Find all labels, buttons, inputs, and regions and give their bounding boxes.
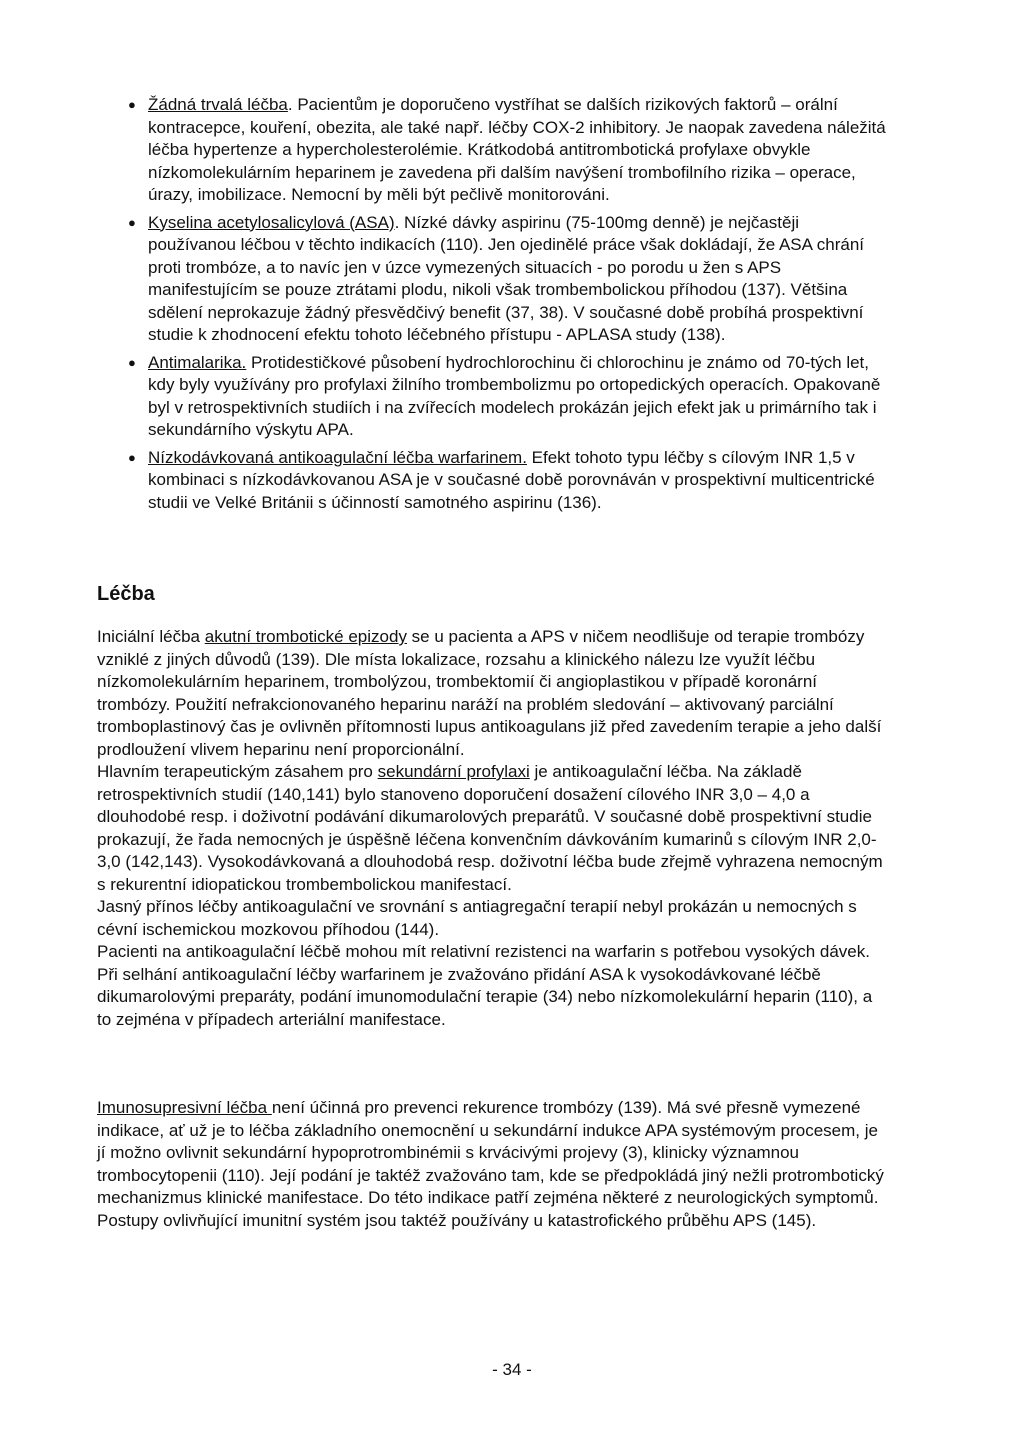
bullet-text: . Pacientům je doporučeno vystříhat se dalších rizikových faktorů – orální kontracepce, kouření, obezita, ale také např. léčby COX-2 inhibitory. Je naopak zavedena náležitá léčba hypertenze a hypercholesterolémie. Krátkodobá antitrombotická profylaxe obvykle nízkomolekulárním heparinem je zavedena při dalším navýšení trombofilního rizika – operace, úrazy, imobilizace. Nemocní by měli být pečlivě monitorováni. (148, 95, 886, 204)
therapy-text-block (97, 626, 887, 1031)
bullet-heading: Žádná trvalá léčba (148, 95, 288, 114)
text-run: není účinná pro prevenci rekurence trombózy (139). Má své přesně vymezené indikace, ať už je to léčba základního onemocnění u sekundární indukce APA systémovým procesem, je jí možno ovlivnit sekundární hypoprotrombinémii s krvácivými projevy (3), klinicky významnou trombocytopenii (110). Její podání je taktéž zvažováno tam, kde se předpokládá jiný nežli protrombotický mechanizmus klinické manifestace. Do této indikace patří zejména některé z neurologických symptomů. Postupy ovlivňující imunitní systém jsou taktéž používány u katastrofického průběhu APS (145). (97, 1098, 884, 1230)
paragraph-antiaggregation: Jasný přínos léčby antikoagulační ve srovnání s antiagregační terapií nebyl prokázán u nemocných s cévní ischemickou mozkovou příhodou (144). (97, 897, 857, 939)
bullet-heading: Antimalarika. (148, 352, 247, 372)
immunosuppression-text-block (97, 1097, 887, 1232)
underlined-term: akutní trombotické epizody (204, 627, 407, 646)
bullet-text: Protidestičkové působení hydrochlorochinu či chlorochinu je známo od 70-tých let, kdy byly využívány pro profylaxi žilního trombembolizmu po ortopedických operacích. Opakovaně byl v retrospektivních studiích i na zvířecích modelech prokázán jejich efekt jak u primárního tak i sekundárního výskytu APA. (148, 352, 881, 439)
paragraph-secondary-prophylaxis (97, 761, 887, 896)
underlined-term: Imunosupresivní léčba (97, 1098, 272, 1117)
bullet-dot-icon: ● (128, 449, 136, 465)
bullet-text: Efekt tohoto typu léčby s cílovým INR 1,5 v kombinaci s nízkodávkovanou ASA je v současné době porovnáván v prospektivní multicentrické studii ve Velké Británii s účinností samotného aspirinu (136). (148, 447, 875, 512)
text-run: je antikoagulační léčba. Na základě retrospektivních studií (140,141) bylo stanoveno doporučení dosažení cílového INR 3,0 – 4,0 a dlouhodobé resp. i doživotní podávání dikumarolových preparátů. V současné době prospektivní studie prokazují, že řada nemocných je úspěšně léčena konvenčním dávkováním kumarinů s cílovým INR 2,0-3,0 (142,143). Vysokodávkovaná a dlouhodobá resp. doživotní léčba bude zřejmě vyhrazena nemocným s rekurentní idiopatickou trombembolickou manifestací. (97, 762, 883, 894)
underlined-term: sekundární profylaxi (377, 762, 530, 781)
bullet-item-no-therapy (128, 94, 888, 207)
text-run: Iniciální léčba (97, 627, 205, 646)
paragraph-therapy-failure: Při selhání antikoagulační léčby warfarinem je zvažováno přidání ASA k vysokodávkované léčbě dikumarolovými preparáty, podání imunomodulační terapie (34) nebo nízkomolekulární heparin (110), a to zejména v případech arteriální manifestace. (97, 964, 873, 1029)
page-number: - 34 - (492, 1360, 532, 1379)
text-run: se u pacienta a APS v ničem neodlišuje od terapie trombózy vzniklé z jiných důvodů (139). Dle místa lokalizace, rozsahu a klinického nálezu lze využít léčbu nízkomolekulárním heparinem, trombolýzou, trombektomií či angioplastikou v případě koronární trombózy. Použití nefrakcionovaného heparinu naráží na problém sledování – aktivovaný parciální tromboplastinový čas je ovlivněn přítomnosti lupus antikoagulans již před zavedením terapie a jeho další prodloužení vlivem heparinu není proporcionální. (97, 627, 882, 759)
bullet-heading: Nízkodávkovaná antikoagulační léčba warfarinem. (148, 447, 527, 467)
paragraph-warfarin-resistance: Pacienti na antikoagulační léčbě mohou mít relativní rezistenci na warfarin s potřebou vysokých dávek. (97, 942, 870, 961)
text-run: Hlavním terapeutickým zásahem pro (97, 762, 378, 781)
bullet-item-warfarin (128, 447, 888, 515)
bullet-dot-icon: ● (128, 214, 136, 230)
bullet-text: . Nízké dávky aspirinu (75-100mg denně) je nejčastěji používanou léčbou v těchto indikacích (110). Jen ojedinělé práce však dokládají, že ASA chrání proti trombóze, a to navíc jen v úzce vymezených situacích - po porodu u žen s APS manifestujícím se pouze ztrátami plodu, nikoli však trombembolickou příhodou (137). Většina sdělení neprokazuje žádný přesvědčivý benefit (37, 38). V současné době probíhá prospektivní studie k zhodnocení efektu tohoto léčebného přístupu - APLASA study (138). (148, 212, 865, 344)
bullet-list (128, 94, 888, 519)
bullet-item-asa (128, 212, 888, 347)
paragraph-initial-therapy (97, 626, 887, 761)
bullet-item-antimalarials (128, 352, 888, 442)
bullet-dot-icon: ● (128, 97, 136, 112)
bullet-dot-icon: ● (128, 354, 136, 370)
paragraph-immunosuppression (97, 1097, 887, 1232)
section-heading: Léčba (97, 583, 155, 605)
bullet-heading: Kyselina acetylosalicylová (ASA) (148, 212, 395, 232)
